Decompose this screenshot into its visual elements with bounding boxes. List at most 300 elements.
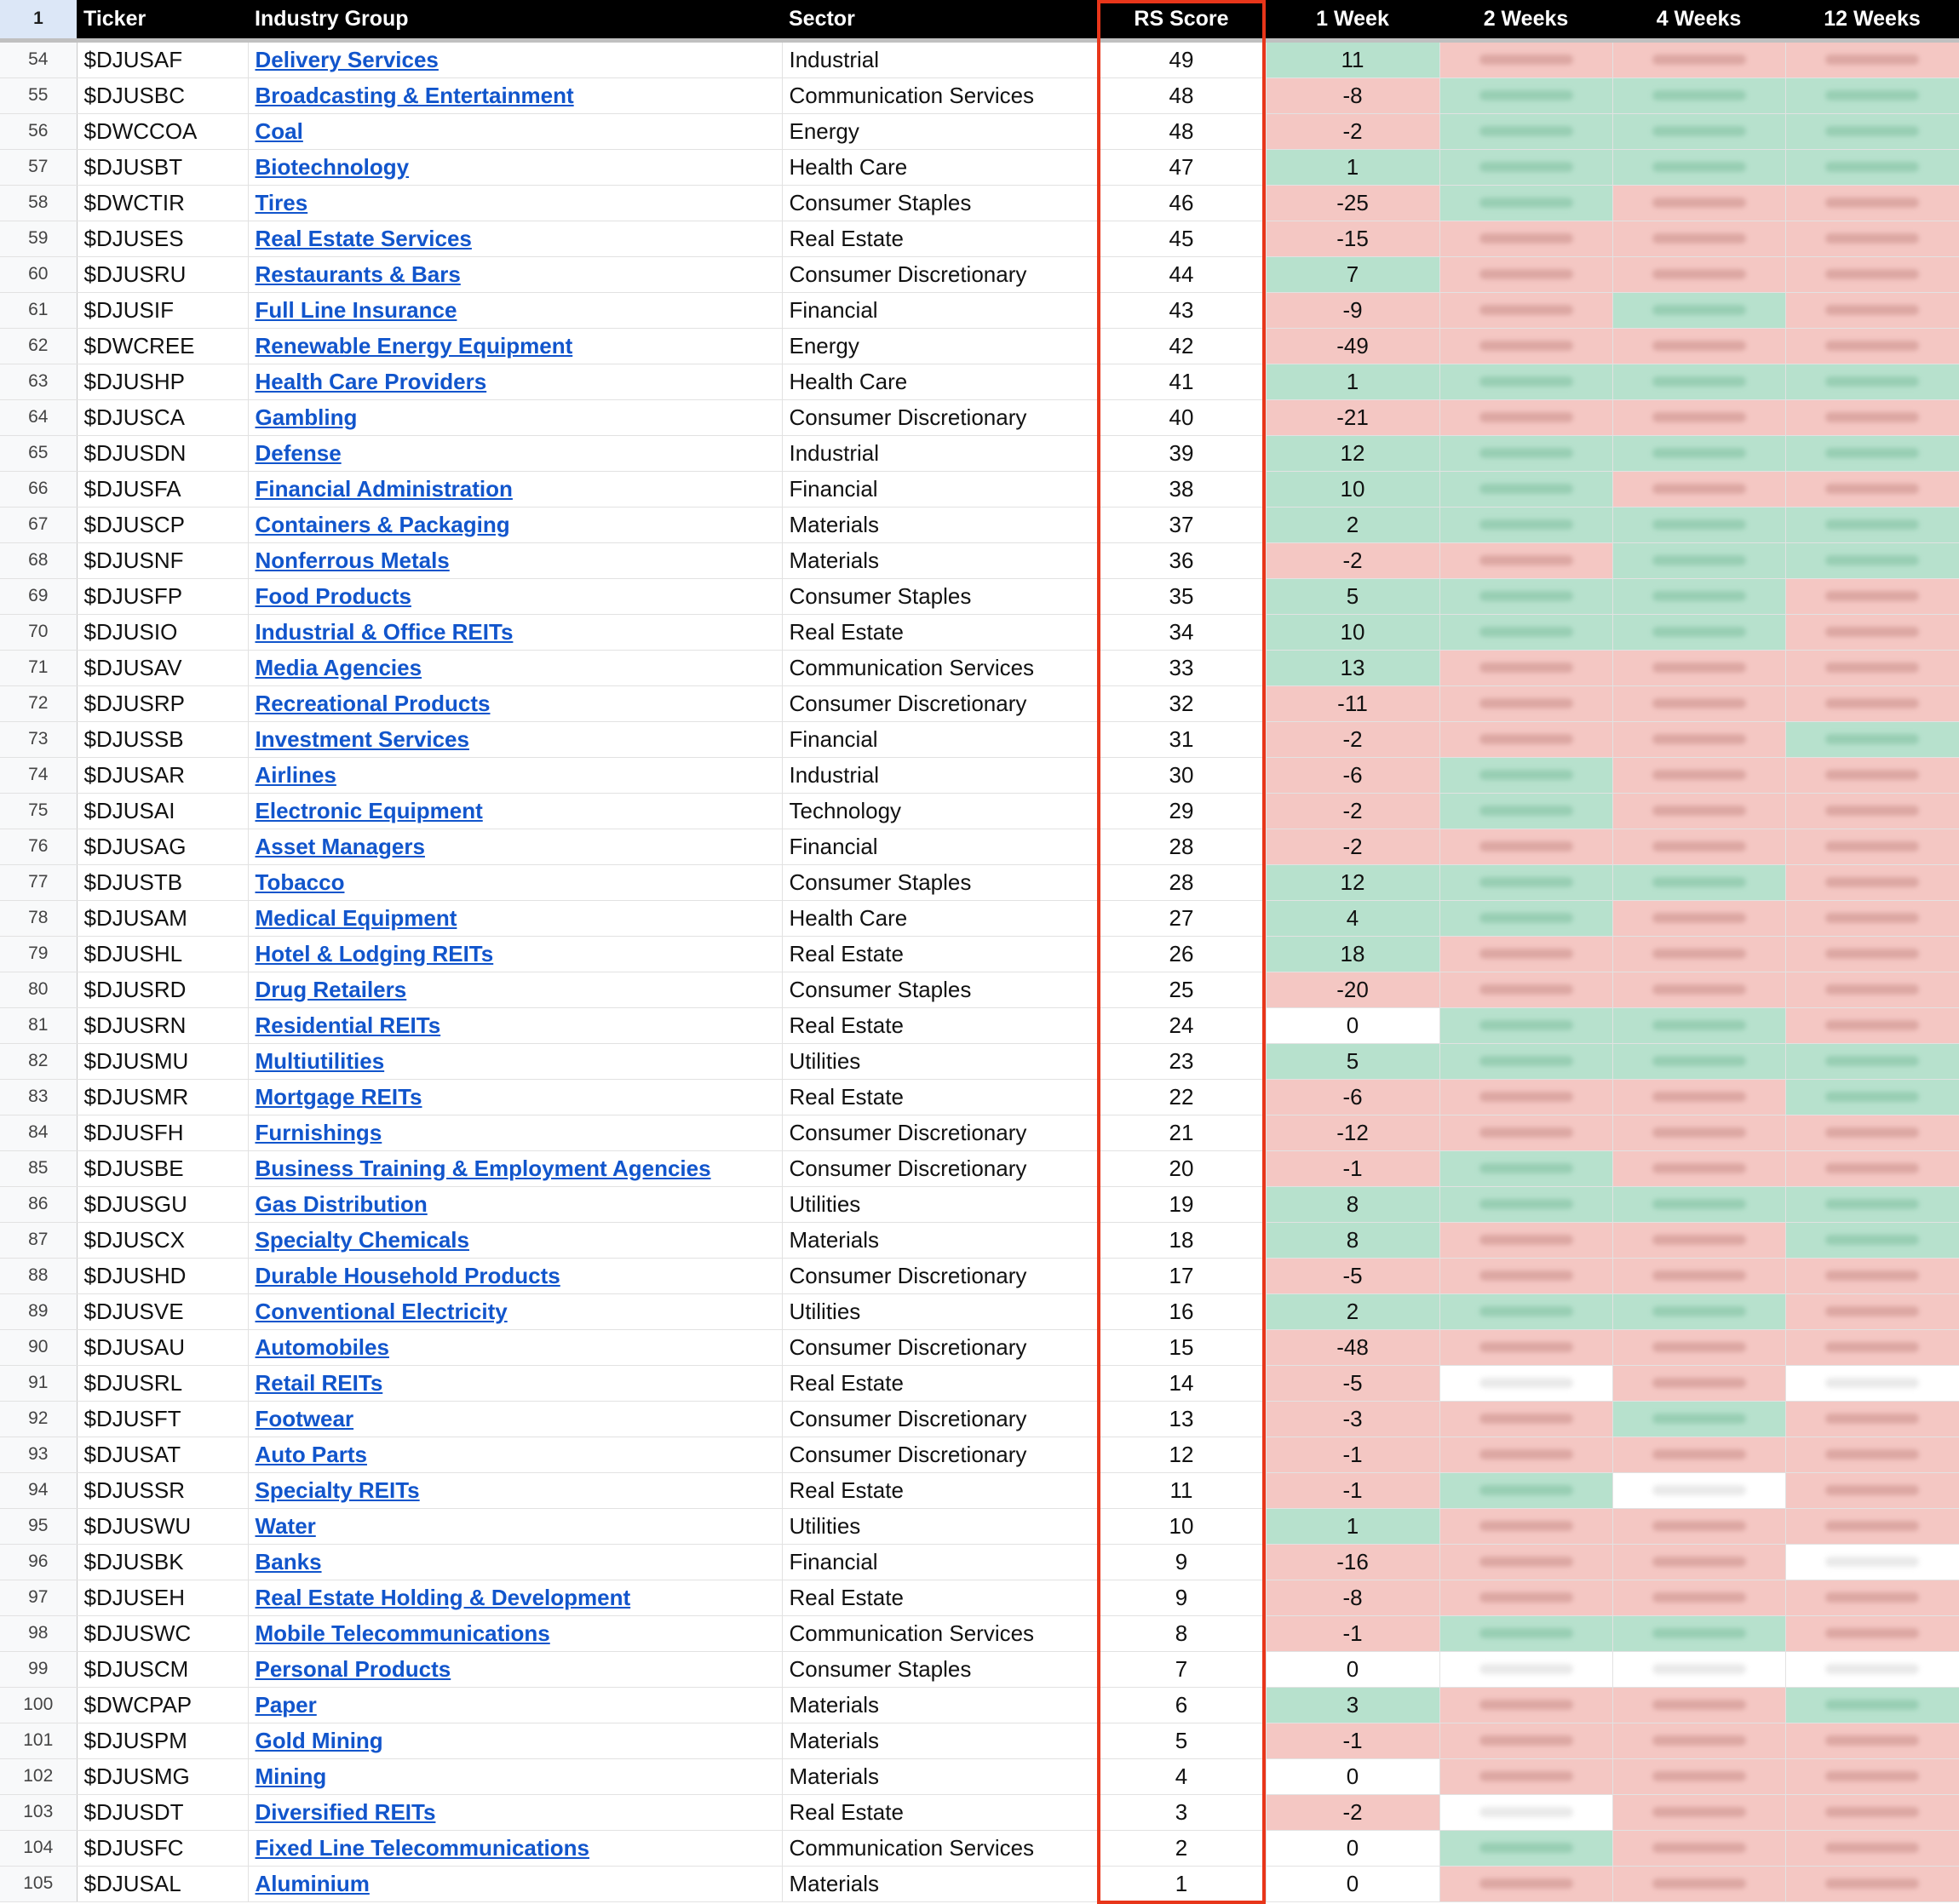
rs-score-cell[interactable]: 40 bbox=[1097, 399, 1266, 435]
industry-group-cell[interactable] bbox=[248, 1615, 782, 1651]
industry-group-cell[interactable] bbox=[248, 221, 782, 256]
one-week-change-cell[interactable]: -15 bbox=[1266, 221, 1439, 256]
rs-score-cell[interactable]: 49 bbox=[1097, 40, 1266, 77]
four-weeks-blurred-cell[interactable] bbox=[1612, 40, 1785, 77]
rs-score-cell[interactable]: 7 bbox=[1097, 1651, 1266, 1687]
industry-group-link[interactable]: Mobile Telecommunications bbox=[255, 1620, 550, 1646]
row-number[interactable]: 90 bbox=[0, 1329, 77, 1365]
industry-group-cell[interactable] bbox=[248, 1830, 782, 1866]
rs-score-cell[interactable]: 31 bbox=[1097, 721, 1266, 757]
one-week-change-cell[interactable]: -5 bbox=[1266, 1258, 1439, 1293]
ticker-cell[interactable]: $DJUSFT bbox=[77, 1401, 248, 1437]
column-header-12-weeks[interactable]: 12 Weeks bbox=[1785, 0, 1959, 40]
one-week-change-cell[interactable]: -21 bbox=[1266, 399, 1439, 435]
two-weeks-blurred-cell[interactable] bbox=[1439, 614, 1612, 650]
ticker-cell[interactable]: $DJUSBK bbox=[77, 1544, 248, 1580]
two-weeks-blurred-cell[interactable] bbox=[1439, 471, 1612, 507]
industry-group-cell[interactable] bbox=[248, 578, 782, 614]
industry-group-link[interactable]: Real Estate Services bbox=[255, 225, 472, 251]
sector-cell[interactable]: Consumer Staples bbox=[782, 864, 1097, 900]
rs-score-cell[interactable]: 5 bbox=[1097, 1723, 1266, 1758]
rs-score-cell[interactable]: 10 bbox=[1097, 1508, 1266, 1544]
table-row[interactable] bbox=[0, 1723, 1959, 1758]
ticker-cell[interactable]: $DJUSCX bbox=[77, 1222, 248, 1258]
one-week-change-cell[interactable]: -1 bbox=[1266, 1150, 1439, 1186]
four-weeks-blurred-cell[interactable] bbox=[1612, 1258, 1785, 1293]
twelve-weeks-blurred-cell[interactable] bbox=[1785, 1794, 1959, 1830]
four-weeks-blurred-cell[interactable] bbox=[1612, 399, 1785, 435]
two-weeks-blurred-cell[interactable] bbox=[1439, 829, 1612, 864]
table-row[interactable] bbox=[0, 864, 1959, 900]
four-weeks-blurred-cell[interactable] bbox=[1612, 328, 1785, 364]
column-header-4-weeks[interactable]: 4 Weeks bbox=[1612, 0, 1785, 40]
one-week-change-cell[interactable]: 12 bbox=[1266, 435, 1439, 471]
one-week-change-cell[interactable]: 5 bbox=[1266, 1043, 1439, 1079]
one-week-change-cell[interactable]: -11 bbox=[1266, 685, 1439, 721]
industry-group-link[interactable]: Gold Mining bbox=[255, 1727, 383, 1753]
twelve-weeks-blurred-cell[interactable] bbox=[1785, 542, 1959, 578]
twelve-weeks-blurred-cell[interactable] bbox=[1785, 1723, 1959, 1758]
twelve-weeks-blurred-cell[interactable] bbox=[1785, 1007, 1959, 1043]
twelve-weeks-blurred-cell[interactable] bbox=[1785, 1687, 1959, 1723]
industry-group-cell[interactable] bbox=[248, 328, 782, 364]
ticker-cell[interactable]: $DJUSRP bbox=[77, 685, 248, 721]
industry-group-link[interactable]: Nonferrous Metals bbox=[255, 547, 450, 573]
twelve-weeks-blurred-cell[interactable] bbox=[1785, 1079, 1959, 1115]
table-row[interactable] bbox=[0, 292, 1959, 328]
table-row[interactable] bbox=[0, 1258, 1959, 1293]
industry-group-link[interactable]: Multiutilities bbox=[255, 1047, 385, 1074]
table-row[interactable] bbox=[0, 1293, 1959, 1329]
two-weeks-blurred-cell[interactable] bbox=[1439, 936, 1612, 972]
ticker-cell[interactable]: $DJUSSB bbox=[77, 721, 248, 757]
rs-score-cell[interactable]: 48 bbox=[1097, 77, 1266, 113]
table-row[interactable] bbox=[0, 1544, 1959, 1580]
industry-group-cell[interactable] bbox=[248, 793, 782, 829]
table-row[interactable] bbox=[0, 578, 1959, 614]
four-weeks-blurred-cell[interactable] bbox=[1612, 221, 1785, 256]
industry-group-cell[interactable] bbox=[248, 972, 782, 1007]
column-header-sector[interactable]: Sector bbox=[782, 0, 1097, 40]
twelve-weeks-blurred-cell[interactable] bbox=[1785, 1401, 1959, 1437]
table-row[interactable] bbox=[0, 721, 1959, 757]
row-number[interactable]: 83 bbox=[0, 1079, 77, 1115]
ticker-cell[interactable]: $DWCTIR bbox=[77, 185, 248, 221]
two-weeks-blurred-cell[interactable] bbox=[1439, 900, 1612, 936]
ticker-cell[interactable]: $DJUSAI bbox=[77, 793, 248, 829]
two-weeks-blurred-cell[interactable] bbox=[1439, 256, 1612, 292]
rs-score-cell[interactable]: 28 bbox=[1097, 829, 1266, 864]
industry-group-link[interactable]: Retail REITs bbox=[255, 1369, 383, 1396]
industry-group-cell[interactable] bbox=[248, 1508, 782, 1544]
ticker-cell[interactable]: $DJUSRL bbox=[77, 1365, 248, 1401]
rs-score-cell[interactable]: 6 bbox=[1097, 1687, 1266, 1723]
two-weeks-blurred-cell[interactable] bbox=[1439, 1401, 1612, 1437]
four-weeks-blurred-cell[interactable] bbox=[1612, 1723, 1785, 1758]
industry-group-link[interactable]: Gambling bbox=[255, 404, 358, 430]
one-week-change-cell[interactable]: 0 bbox=[1266, 1007, 1439, 1043]
industry-group-link[interactable]: Mortgage REITs bbox=[255, 1083, 422, 1110]
two-weeks-blurred-cell[interactable] bbox=[1439, 1186, 1612, 1222]
one-week-change-cell[interactable]: 0 bbox=[1266, 1830, 1439, 1866]
sector-cell[interactable]: Real Estate bbox=[782, 1079, 1097, 1115]
rs-score-cell[interactable]: 15 bbox=[1097, 1329, 1266, 1365]
ticker-cell[interactable]: $DJUSES bbox=[77, 221, 248, 256]
table-row[interactable] bbox=[0, 1437, 1959, 1472]
one-week-change-cell[interactable]: -20 bbox=[1266, 972, 1439, 1007]
row-number[interactable]: 100 bbox=[0, 1687, 77, 1723]
rs-score-cell[interactable]: 37 bbox=[1097, 507, 1266, 542]
row-number[interactable]: 104 bbox=[0, 1830, 77, 1866]
table-row[interactable] bbox=[0, 1758, 1959, 1794]
twelve-weeks-blurred-cell[interactable] bbox=[1785, 900, 1959, 936]
column-header-2-weeks[interactable]: 2 Weeks bbox=[1439, 0, 1612, 40]
sector-cell[interactable]: Communication Services bbox=[782, 1615, 1097, 1651]
table-row[interactable] bbox=[0, 1615, 1959, 1651]
two-weeks-blurred-cell[interactable] bbox=[1439, 1580, 1612, 1615]
rs-score-cell[interactable]: 48 bbox=[1097, 113, 1266, 149]
rs-score-cell[interactable]: 33 bbox=[1097, 650, 1266, 685]
row-number[interactable]: 65 bbox=[0, 435, 77, 471]
one-week-change-cell[interactable]: -2 bbox=[1266, 113, 1439, 149]
table-row[interactable] bbox=[0, 1866, 1959, 1901]
twelve-weeks-blurred-cell[interactable] bbox=[1785, 1365, 1959, 1401]
row-number[interactable]: 58 bbox=[0, 185, 77, 221]
twelve-weeks-blurred-cell[interactable] bbox=[1785, 1115, 1959, 1150]
row-number[interactable]: 93 bbox=[0, 1437, 77, 1472]
four-weeks-blurred-cell[interactable] bbox=[1612, 1365, 1785, 1401]
one-week-change-cell[interactable]: 0 bbox=[1266, 1758, 1439, 1794]
four-weeks-blurred-cell[interactable] bbox=[1612, 149, 1785, 185]
rs-score-cell[interactable]: 26 bbox=[1097, 936, 1266, 972]
table-row[interactable] bbox=[0, 685, 1959, 721]
table-row[interactable] bbox=[0, 972, 1959, 1007]
one-week-change-cell[interactable]: 10 bbox=[1266, 471, 1439, 507]
industry-group-link[interactable]: Restaurants & Bars bbox=[255, 261, 461, 287]
ticker-cell[interactable]: $DJUSHL bbox=[77, 936, 248, 972]
sector-cell[interactable]: Health Care bbox=[782, 149, 1097, 185]
industry-group-link[interactable]: Gas Distribution bbox=[255, 1190, 428, 1217]
twelve-weeks-blurred-cell[interactable] bbox=[1785, 471, 1959, 507]
industry-group-cell[interactable] bbox=[248, 1472, 782, 1508]
sector-cell[interactable]: Consumer Staples bbox=[782, 578, 1097, 614]
four-weeks-blurred-cell[interactable] bbox=[1612, 256, 1785, 292]
row-number[interactable]: 59 bbox=[0, 221, 77, 256]
one-week-change-cell[interactable]: -2 bbox=[1266, 829, 1439, 864]
ticker-cell[interactable]: $DJUSHD bbox=[77, 1258, 248, 1293]
twelve-weeks-blurred-cell[interactable] bbox=[1785, 614, 1959, 650]
row-number[interactable]: 70 bbox=[0, 614, 77, 650]
ticker-cell[interactable]: $DJUSFA bbox=[77, 471, 248, 507]
rs-score-cell[interactable]: 42 bbox=[1097, 328, 1266, 364]
one-week-change-cell[interactable]: -1 bbox=[1266, 1615, 1439, 1651]
row-number[interactable]: 103 bbox=[0, 1794, 77, 1830]
row-number[interactable]: 86 bbox=[0, 1186, 77, 1222]
four-weeks-blurred-cell[interactable] bbox=[1612, 936, 1785, 972]
industry-group-cell[interactable] bbox=[248, 721, 782, 757]
row-number[interactable]: 91 bbox=[0, 1365, 77, 1401]
industry-group-link[interactable]: Residential REITs bbox=[255, 1012, 441, 1038]
sector-cell[interactable]: Communication Services bbox=[782, 650, 1097, 685]
ticker-cell[interactable]: $DJUSAT bbox=[77, 1437, 248, 1472]
twelve-weeks-blurred-cell[interactable] bbox=[1785, 936, 1959, 972]
industry-group-link[interactable]: Specialty REITs bbox=[255, 1477, 420, 1503]
ticker-cell[interactable]: $DJUSAG bbox=[77, 829, 248, 864]
sector-cell[interactable]: Real Estate bbox=[782, 1580, 1097, 1615]
twelve-weeks-blurred-cell[interactable] bbox=[1785, 292, 1959, 328]
ticker-cell[interactable]: $DWCCOA bbox=[77, 113, 248, 149]
industry-group-cell[interactable] bbox=[248, 1293, 782, 1329]
industry-group-cell[interactable] bbox=[248, 507, 782, 542]
four-weeks-blurred-cell[interactable] bbox=[1612, 1866, 1785, 1901]
sector-cell[interactable]: Materials bbox=[782, 1866, 1097, 1901]
industry-group-cell[interactable] bbox=[248, 1007, 782, 1043]
rs-score-cell[interactable]: 17 bbox=[1097, 1258, 1266, 1293]
sector-cell[interactable]: Consumer Staples bbox=[782, 972, 1097, 1007]
table-row[interactable] bbox=[0, 221, 1959, 256]
rs-score-cell[interactable]: 30 bbox=[1097, 757, 1266, 793]
row-number[interactable]: 54 bbox=[0, 40, 77, 77]
industry-group-link[interactable]: Conventional Electricity bbox=[255, 1298, 508, 1324]
table-row[interactable] bbox=[0, 1580, 1959, 1615]
industry-group-cell[interactable] bbox=[248, 364, 782, 399]
sector-cell[interactable]: Materials bbox=[782, 1723, 1097, 1758]
industry-group-link[interactable]: Broadcasting & Entertainment bbox=[255, 82, 574, 108]
two-weeks-blurred-cell[interactable] bbox=[1439, 757, 1612, 793]
two-weeks-blurred-cell[interactable] bbox=[1439, 149, 1612, 185]
twelve-weeks-blurred-cell[interactable] bbox=[1785, 1043, 1959, 1079]
row-number[interactable]: 102 bbox=[0, 1758, 77, 1794]
one-week-change-cell[interactable]: -49 bbox=[1266, 328, 1439, 364]
two-weeks-blurred-cell[interactable] bbox=[1439, 1258, 1612, 1293]
table-row[interactable] bbox=[0, 1007, 1959, 1043]
one-week-change-cell[interactable]: 1 bbox=[1266, 364, 1439, 399]
one-week-change-cell[interactable]: 12 bbox=[1266, 864, 1439, 900]
rs-score-cell[interactable]: 21 bbox=[1097, 1115, 1266, 1150]
table-row[interactable] bbox=[0, 1186, 1959, 1222]
twelve-weeks-blurred-cell[interactable] bbox=[1785, 1651, 1959, 1687]
table-row[interactable] bbox=[0, 77, 1959, 113]
ticker-cell[interactable]: $DWCPAP bbox=[77, 1687, 248, 1723]
sector-cell[interactable]: Materials bbox=[782, 1687, 1097, 1723]
one-week-change-cell[interactable]: 0 bbox=[1266, 1866, 1439, 1901]
two-weeks-blurred-cell[interactable] bbox=[1439, 1830, 1612, 1866]
row-number[interactable]: 81 bbox=[0, 1007, 77, 1043]
row-number[interactable]: 63 bbox=[0, 364, 77, 399]
four-weeks-blurred-cell[interactable] bbox=[1612, 1508, 1785, 1544]
table-row[interactable] bbox=[0, 1401, 1959, 1437]
rs-score-cell[interactable]: 25 bbox=[1097, 972, 1266, 1007]
rs-score-cell[interactable]: 28 bbox=[1097, 864, 1266, 900]
row-number[interactable]: 82 bbox=[0, 1043, 77, 1079]
two-weeks-blurred-cell[interactable] bbox=[1439, 328, 1612, 364]
row-number[interactable]: 94 bbox=[0, 1472, 77, 1508]
sector-cell[interactable]: Utilities bbox=[782, 1508, 1097, 1544]
row-number[interactable]: 80 bbox=[0, 972, 77, 1007]
twelve-weeks-blurred-cell[interactable] bbox=[1785, 721, 1959, 757]
industry-group-cell[interactable] bbox=[248, 40, 782, 77]
two-weeks-blurred-cell[interactable] bbox=[1439, 1687, 1612, 1723]
twelve-weeks-blurred-cell[interactable] bbox=[1785, 1544, 1959, 1580]
row-number[interactable]: 72 bbox=[0, 685, 77, 721]
ticker-cell[interactable]: $DJUSDN bbox=[77, 435, 248, 471]
ticker-cell[interactable]: $DJUSAR bbox=[77, 757, 248, 793]
ticker-cell[interactable]: $DJUSDT bbox=[77, 1794, 248, 1830]
ticker-cell[interactable]: $DJUSRU bbox=[77, 256, 248, 292]
sector-cell[interactable]: Materials bbox=[782, 1222, 1097, 1258]
four-weeks-blurred-cell[interactable] bbox=[1612, 1079, 1785, 1115]
two-weeks-blurred-cell[interactable] bbox=[1439, 1079, 1612, 1115]
sector-cell[interactable]: Communication Services bbox=[782, 1830, 1097, 1866]
ticker-cell[interactable]: $DJUSBT bbox=[77, 149, 248, 185]
industry-group-cell[interactable] bbox=[248, 149, 782, 185]
twelve-weeks-blurred-cell[interactable] bbox=[1785, 1472, 1959, 1508]
two-weeks-blurred-cell[interactable] bbox=[1439, 1115, 1612, 1150]
four-weeks-blurred-cell[interactable] bbox=[1612, 113, 1785, 149]
twelve-weeks-blurred-cell[interactable] bbox=[1785, 1866, 1959, 1901]
sector-cell[interactable]: Real Estate bbox=[782, 1472, 1097, 1508]
four-weeks-blurred-cell[interactable] bbox=[1612, 1651, 1785, 1687]
four-weeks-blurred-cell[interactable] bbox=[1612, 1186, 1785, 1222]
rs-score-cell[interactable]: 44 bbox=[1097, 256, 1266, 292]
sector-cell[interactable]: Real Estate bbox=[782, 1794, 1097, 1830]
row-number[interactable]: 87 bbox=[0, 1222, 77, 1258]
table-row[interactable] bbox=[0, 829, 1959, 864]
industry-group-cell[interactable] bbox=[248, 542, 782, 578]
row-number[interactable]: 99 bbox=[0, 1651, 77, 1687]
two-weeks-blurred-cell[interactable] bbox=[1439, 185, 1612, 221]
two-weeks-blurred-cell[interactable] bbox=[1439, 77, 1612, 113]
four-weeks-blurred-cell[interactable] bbox=[1612, 1544, 1785, 1580]
table-row[interactable] bbox=[0, 1150, 1959, 1186]
two-weeks-blurred-cell[interactable] bbox=[1439, 1866, 1612, 1901]
table-row[interactable] bbox=[0, 793, 1959, 829]
industry-group-link[interactable]: Coal bbox=[255, 118, 303, 144]
table-row[interactable] bbox=[0, 328, 1959, 364]
industry-group-cell[interactable] bbox=[248, 650, 782, 685]
row-number[interactable]: 79 bbox=[0, 936, 77, 972]
four-weeks-blurred-cell[interactable] bbox=[1612, 507, 1785, 542]
twelve-weeks-blurred-cell[interactable] bbox=[1785, 793, 1959, 829]
one-week-change-cell[interactable]: 7 bbox=[1266, 256, 1439, 292]
rs-score-cell[interactable]: 22 bbox=[1097, 1079, 1266, 1115]
industry-group-cell[interactable] bbox=[248, 1365, 782, 1401]
one-week-change-cell[interactable]: -2 bbox=[1266, 721, 1439, 757]
ticker-cell[interactable]: $DJUSBC bbox=[77, 77, 248, 113]
twelve-weeks-blurred-cell[interactable] bbox=[1785, 578, 1959, 614]
row-number[interactable]: 75 bbox=[0, 793, 77, 829]
one-week-change-cell[interactable]: 13 bbox=[1266, 650, 1439, 685]
industry-group-link[interactable]: Diversified REITs bbox=[255, 1798, 436, 1825]
one-week-change-cell[interactable]: 1 bbox=[1266, 149, 1439, 185]
table-row[interactable] bbox=[0, 364, 1959, 399]
table-row[interactable] bbox=[0, 185, 1959, 221]
industry-group-cell[interactable] bbox=[248, 1079, 782, 1115]
ticker-cell[interactable]: $DJUSMG bbox=[77, 1758, 248, 1794]
two-weeks-blurred-cell[interactable] bbox=[1439, 507, 1612, 542]
ticker-cell[interactable]: $DJUSAM bbox=[77, 900, 248, 936]
industry-group-cell[interactable] bbox=[248, 1115, 782, 1150]
industry-group-cell[interactable] bbox=[248, 435, 782, 471]
four-weeks-blurred-cell[interactable] bbox=[1612, 972, 1785, 1007]
ticker-cell[interactable]: $DJUSIO bbox=[77, 614, 248, 650]
four-weeks-blurred-cell[interactable] bbox=[1612, 650, 1785, 685]
industry-group-link[interactable]: Industrial & Office REITs bbox=[255, 618, 514, 645]
industry-group-cell[interactable] bbox=[248, 1401, 782, 1437]
sector-cell[interactable]: Real Estate bbox=[782, 936, 1097, 972]
ticker-cell[interactable]: $DWCREE bbox=[77, 328, 248, 364]
table-row[interactable] bbox=[0, 507, 1959, 542]
ticker-cell[interactable]: $DJUSAL bbox=[77, 1866, 248, 1901]
row-number[interactable]: 95 bbox=[0, 1508, 77, 1544]
table-row[interactable] bbox=[0, 1472, 1959, 1508]
ticker-cell[interactable]: $DJUSWU bbox=[77, 1508, 248, 1544]
industry-group-link[interactable]: Containers & Packaging bbox=[255, 511, 510, 537]
industry-group-link[interactable]: Business Training & Employment Agencies bbox=[255, 1155, 711, 1181]
twelve-weeks-blurred-cell[interactable] bbox=[1785, 435, 1959, 471]
rs-score-cell[interactable]: 9 bbox=[1097, 1580, 1266, 1615]
ticker-cell[interactable]: $DJUSCP bbox=[77, 507, 248, 542]
table-row[interactable] bbox=[0, 1329, 1959, 1365]
four-weeks-blurred-cell[interactable] bbox=[1612, 542, 1785, 578]
table-row[interactable] bbox=[0, 256, 1959, 292]
industry-group-link[interactable]: Defense bbox=[255, 439, 342, 466]
industry-group-link[interactable]: Footwear bbox=[255, 1405, 354, 1431]
ticker-cell[interactable]: $DJUSAU bbox=[77, 1329, 248, 1365]
table-row[interactable] bbox=[0, 1043, 1959, 1079]
ticker-cell[interactable]: $DJUSMU bbox=[77, 1043, 248, 1079]
twelve-weeks-blurred-cell[interactable] bbox=[1785, 685, 1959, 721]
industry-group-link[interactable]: Medical Equipment bbox=[255, 904, 457, 931]
industry-group-link[interactable]: Delivery Services bbox=[255, 46, 439, 72]
one-week-change-cell[interactable]: -2 bbox=[1266, 1794, 1439, 1830]
twelve-weeks-blurred-cell[interactable] bbox=[1785, 507, 1959, 542]
sector-cell[interactable]: Industrial bbox=[782, 435, 1097, 471]
table-row[interactable] bbox=[0, 1794, 1959, 1830]
column-header-ticker[interactable]: Ticker bbox=[77, 0, 248, 40]
sector-cell[interactable]: Consumer Discretionary bbox=[782, 399, 1097, 435]
sector-cell[interactable]: Financial bbox=[782, 292, 1097, 328]
industry-group-link[interactable]: Recreational Products bbox=[255, 690, 491, 716]
ticker-cell[interactable]: $DJUSNF bbox=[77, 542, 248, 578]
one-week-change-cell[interactable]: 3 bbox=[1266, 1687, 1439, 1723]
sector-cell[interactable]: Real Estate bbox=[782, 221, 1097, 256]
one-week-change-cell[interactable]: -6 bbox=[1266, 757, 1439, 793]
four-weeks-blurred-cell[interactable] bbox=[1612, 614, 1785, 650]
four-weeks-blurred-cell[interactable] bbox=[1612, 471, 1785, 507]
rs-score-cell[interactable]: 34 bbox=[1097, 614, 1266, 650]
sector-cell[interactable]: Consumer Discretionary bbox=[782, 1115, 1097, 1150]
industry-group-cell[interactable] bbox=[248, 1186, 782, 1222]
rs-score-cell[interactable]: 47 bbox=[1097, 149, 1266, 185]
four-weeks-blurred-cell[interactable] bbox=[1612, 1007, 1785, 1043]
industry-group-link[interactable]: Durable Household Products bbox=[255, 1262, 560, 1288]
industry-group-link[interactable]: Asset Managers bbox=[255, 833, 425, 859]
row-number[interactable]: 64 bbox=[0, 399, 77, 435]
two-weeks-blurred-cell[interactable] bbox=[1439, 1437, 1612, 1472]
ticker-cell[interactable]: $DJUSCM bbox=[77, 1651, 248, 1687]
sector-cell[interactable]: Industrial bbox=[782, 40, 1097, 77]
rs-score-cell[interactable]: 3 bbox=[1097, 1794, 1266, 1830]
rs-score-cell[interactable]: 38 bbox=[1097, 471, 1266, 507]
industry-group-cell[interactable] bbox=[248, 471, 782, 507]
twelve-weeks-blurred-cell[interactable] bbox=[1785, 113, 1959, 149]
row-number[interactable]: 97 bbox=[0, 1580, 77, 1615]
one-week-change-cell[interactable]: -1 bbox=[1266, 1437, 1439, 1472]
industry-group-cell[interactable] bbox=[248, 113, 782, 149]
row-number[interactable]: 62 bbox=[0, 328, 77, 364]
sector-cell[interactable]: Financial bbox=[782, 721, 1097, 757]
